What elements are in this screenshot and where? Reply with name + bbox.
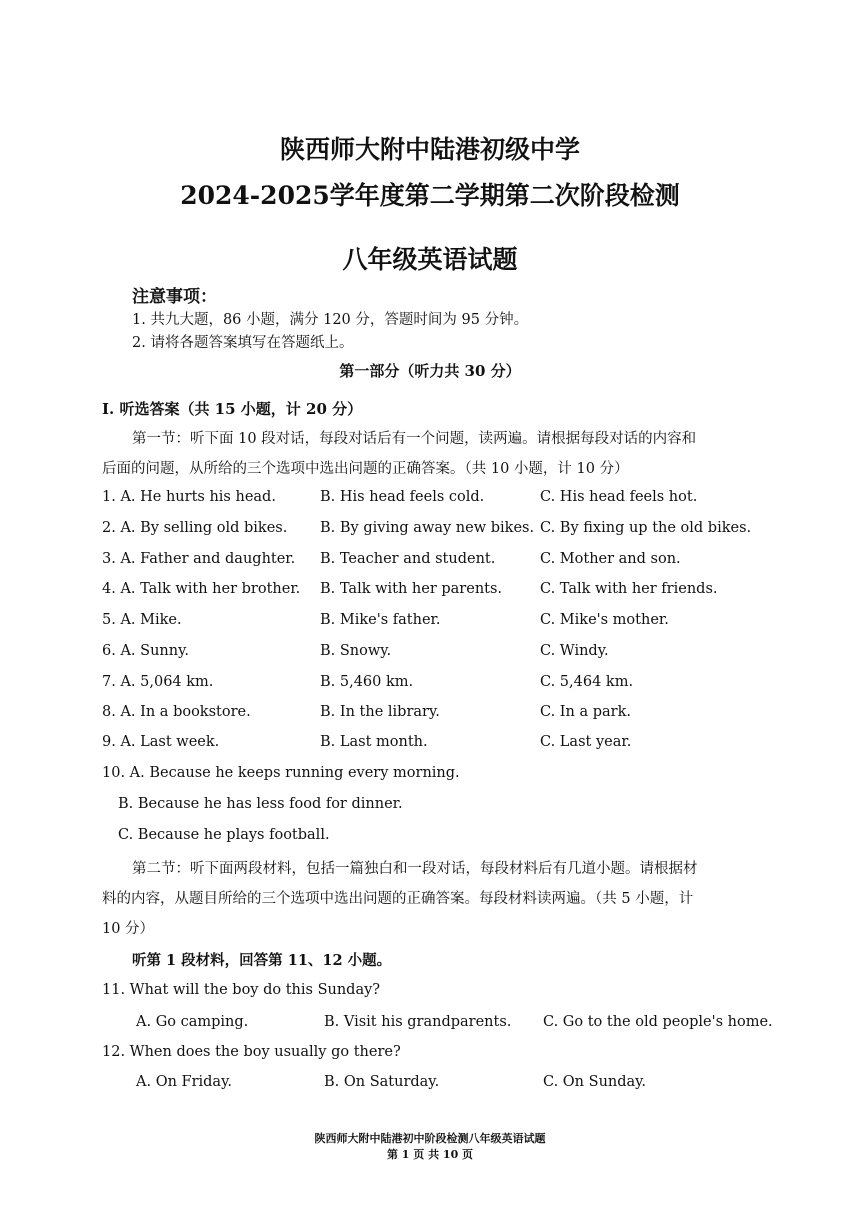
question-option-c: C. Last year.: [540, 734, 632, 750]
question-stem: 12. When does the boy usually go there?: [102, 1044, 401, 1060]
question-option-b: B. Because he has less food for dinner.: [118, 796, 403, 812]
question-option-a: A. On Friday.: [136, 1074, 232, 1090]
notice-item: 1. 共九大题，86 小题，满分 120 分，答题时间为 95 分钟。: [132, 312, 529, 328]
question-option-b: B. By giving away new bikes.: [320, 520, 535, 536]
question-option-c: C. By fixing up the old bikes.: [540, 520, 752, 536]
school-title: 陕西师大附中陆港初级中学: [279, 135, 580, 164]
question-option-c: C. His head feels hot.: [540, 489, 698, 505]
question-option-b: B. Snowy.: [320, 643, 392, 659]
instruction-line: 后面的问题，从所给的三个选项中选出问题的正确答案。（共 10 小题，计 10 分）: [102, 461, 629, 477]
instruction-line: 料的内容，从题目所给的三个选项中选出问题的正确答案。每段材料读两遍。（共 5 小题，计: [102, 891, 694, 907]
question-option-b: B. 5,460 km.: [320, 674, 414, 690]
material-heading: 听第 1 段材料，回答第 11、12 小题。: [132, 952, 392, 969]
question-option-b: B. In the library.: [320, 704, 440, 720]
instruction-line: 第二节：听下面两段材料，包括一篇独白和一段对话，每段材料后有几道小题。请根据材: [132, 861, 698, 877]
question-option-c: C. In a park.: [540, 704, 631, 720]
question-option-c: C. Windy.: [540, 643, 609, 659]
question-stem: 11. What will the boy do this Sunday?: [102, 982, 381, 998]
question-option-a: 9. A. Last week.: [102, 734, 220, 750]
question-option-a: 4. A. Talk with her brother.: [102, 581, 301, 597]
question-option-c: C. On Sunday.: [543, 1074, 647, 1090]
question-option-a: A. Go camping.: [136, 1014, 249, 1030]
footer-title: 陕西师大附中陆港初中阶段检测八年级英语试题: [314, 1132, 546, 1145]
question-option-c: C. 5,464 km.: [540, 674, 634, 690]
question-option-a: 8. A. In a bookstore.: [102, 704, 251, 720]
instruction-line: 10 分）: [102, 921, 155, 937]
question-option-c: C. Mother and son.: [540, 551, 681, 567]
question-option-a: 6. A. Sunny.: [102, 643, 189, 659]
question-option-a: 10. A. Because he keeps running every morning.: [102, 765, 460, 781]
question-option-c: C. Talk with her friends.: [540, 581, 718, 597]
section-title: I. 听选答案（共 15 小题，计 20 分）: [102, 400, 363, 418]
notice-item: 2. 请将各题答案填写在答题纸上。: [132, 335, 354, 351]
question-option-a: 1. A. He hurts his head.: [102, 489, 276, 505]
notice-heading: 注意事项：: [132, 287, 217, 307]
question-option-b: B. Talk with her parents.: [320, 581, 503, 597]
question-option-b: B. Teacher and student.: [320, 551, 496, 567]
instruction-line: 第一节：听下面 10 段对话，每段对话后有一个问题，读两遍。请根据每段对话的内容和: [132, 431, 697, 447]
page-number: 第 1 页 共 10 页: [386, 1148, 474, 1161]
question-option-a: 7. A. 5,064 km.: [102, 674, 214, 690]
question-option-b: B. Mike's father.: [320, 612, 441, 628]
question-option-c: C. Mike's mother.: [540, 612, 669, 628]
question-option-a: 5. A. Mike.: [102, 612, 182, 628]
subject-title: 八年级英语试题: [342, 245, 518, 274]
exam-title: 2024-2025学年度第二学期第二次阶段检测: [180, 181, 680, 210]
question-option-a: 2. A. By selling old bikes.: [102, 520, 288, 536]
question-option-b: B. Last month.: [320, 734, 428, 750]
question-option-c: C. Because he plays football.: [118, 827, 330, 843]
question-option-b: B. His head feels cold.: [320, 489, 485, 505]
question-option-a: 3. A. Father and daughter.: [102, 551, 296, 567]
part-title: 第一部分（听力共 30 分）: [339, 362, 521, 380]
question-option-b: B. On Saturday.: [324, 1074, 440, 1090]
question-option-c: C. Go to the old people's home.: [543, 1014, 773, 1030]
question-option-b: B. Visit his grandparents.: [324, 1014, 512, 1030]
